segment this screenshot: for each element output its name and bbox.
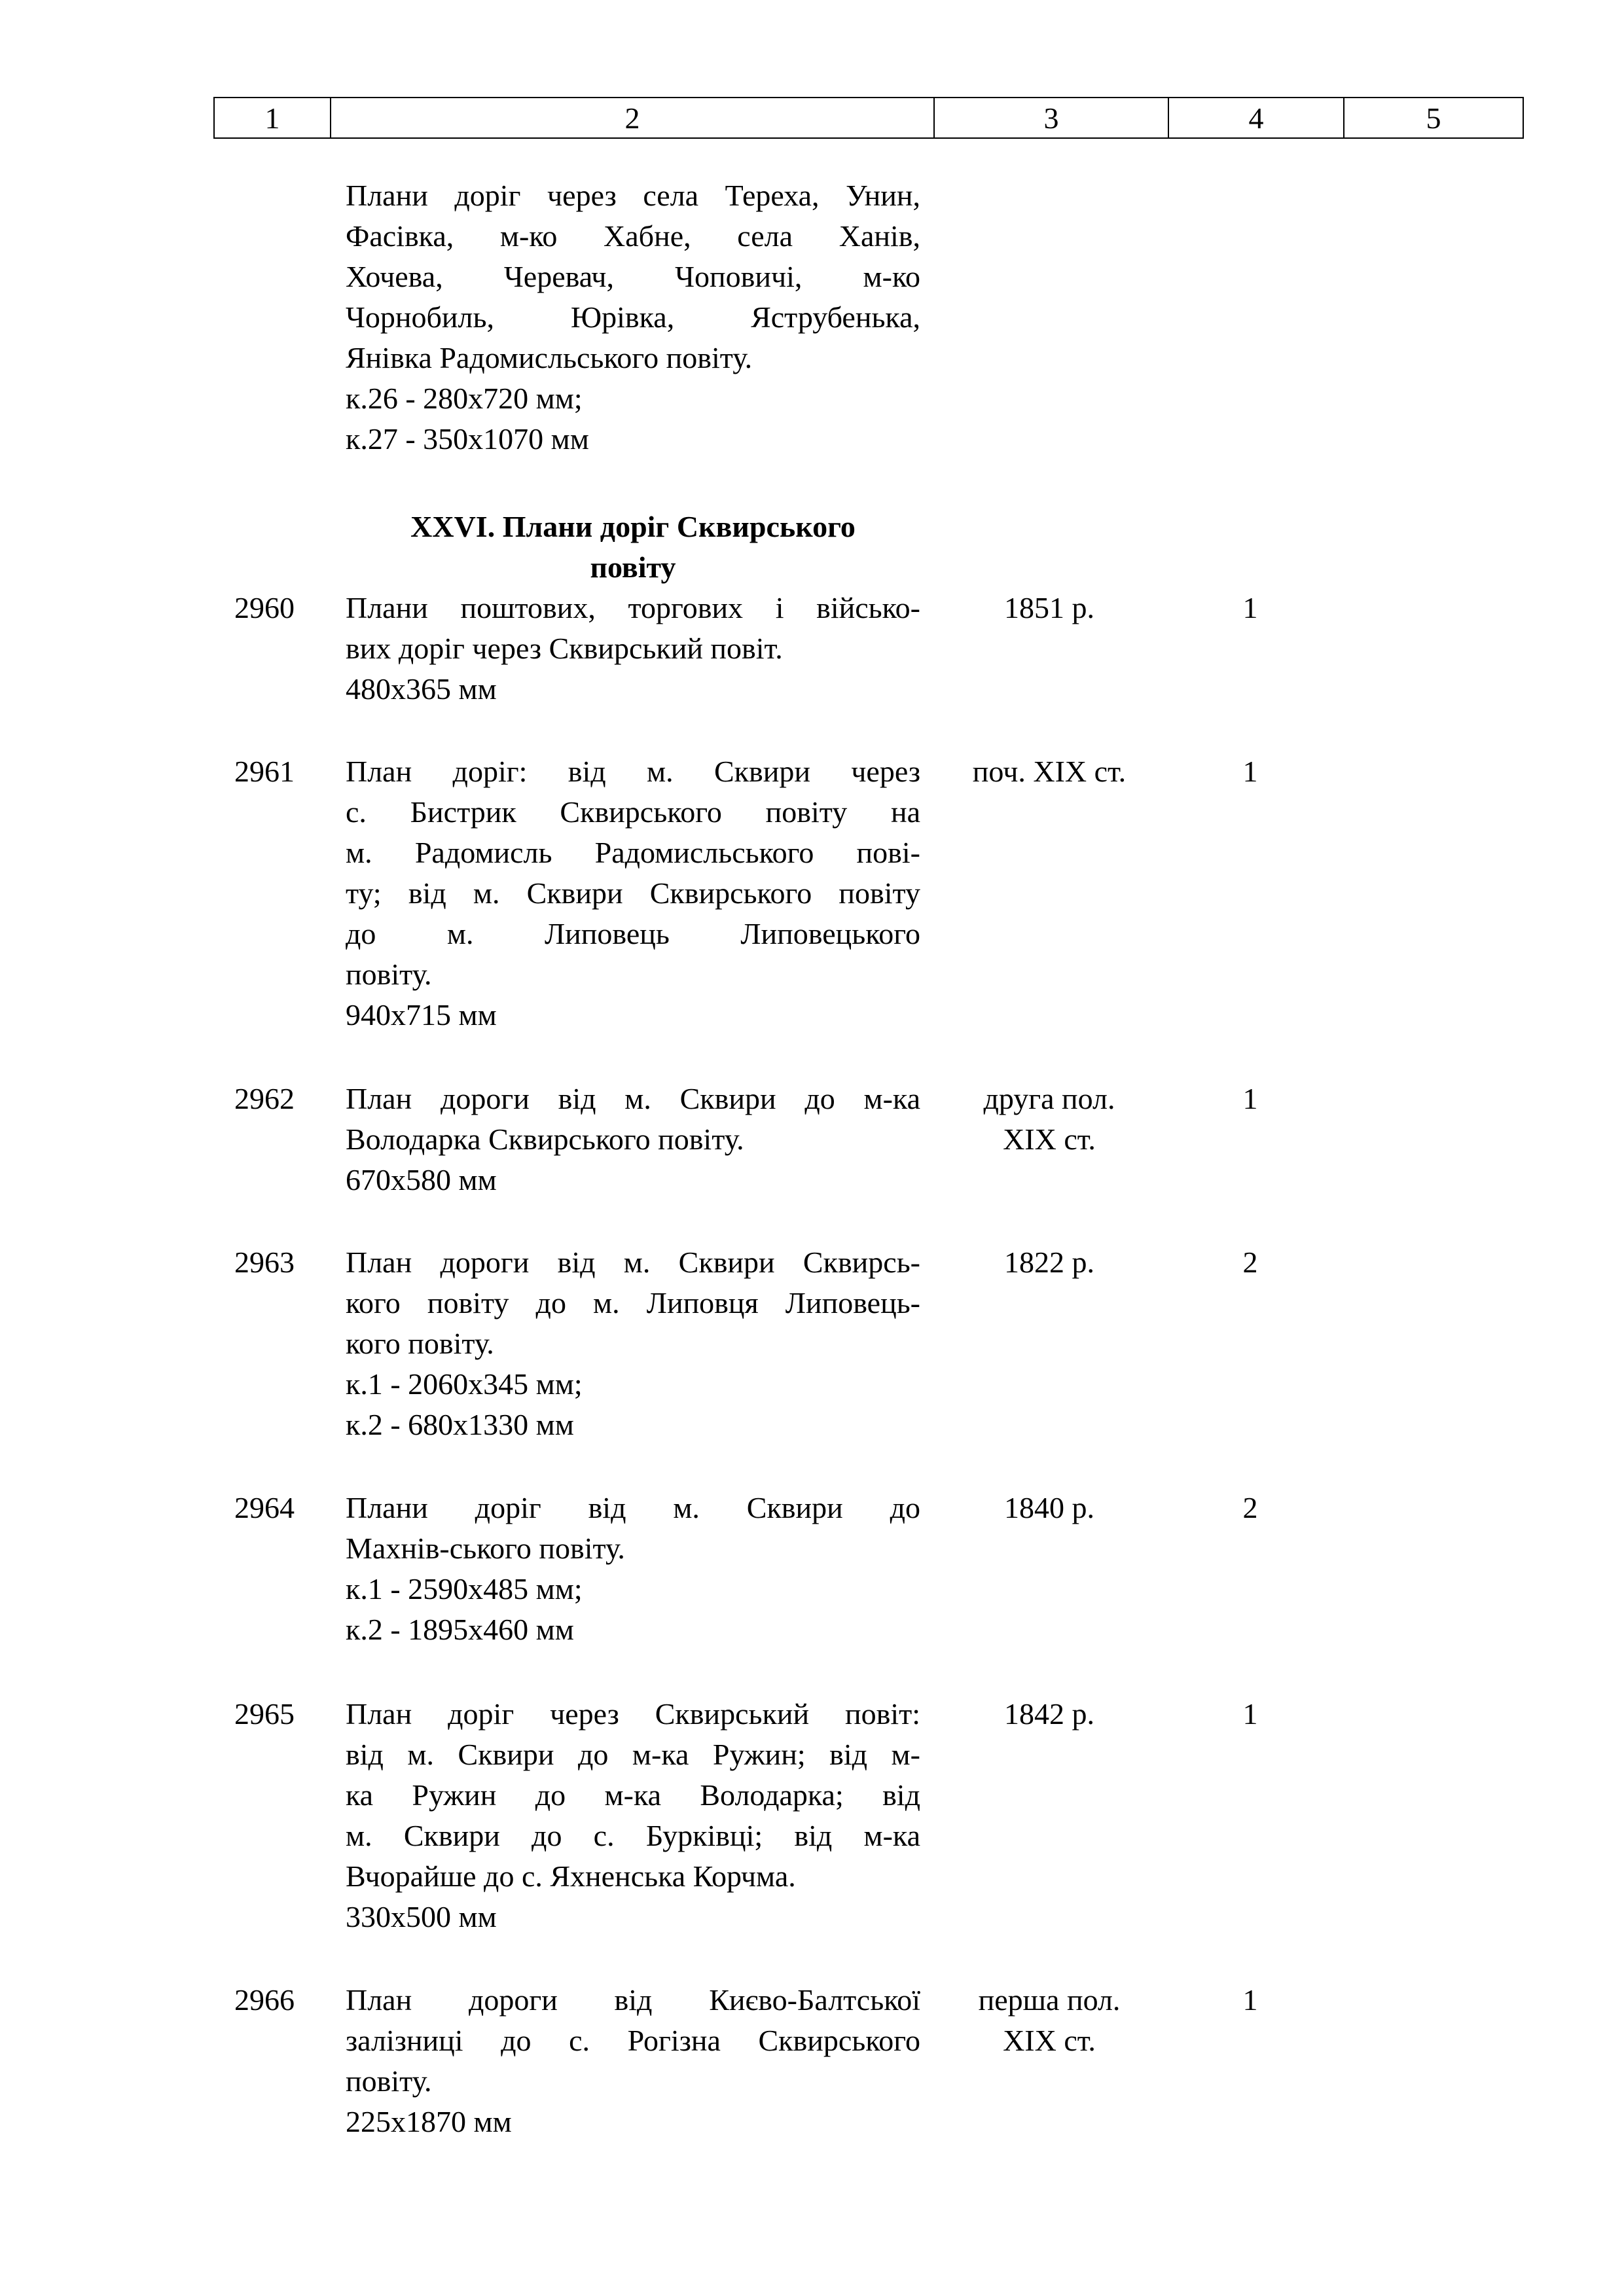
dimensions-line: 330х500 мм (346, 1900, 497, 1933)
date-line: ХІХ ст. (1003, 1122, 1096, 1156)
dimensions-line: 225х1870 мм (346, 2105, 512, 2138)
date-line: ХІХ ст. (1003, 2024, 1096, 2057)
entry-date (935, 751, 1164, 792)
description-line: кого повіту. (346, 1327, 494, 1360)
entry-number: 2963 (234, 1246, 295, 1279)
entry-number: 2961 (234, 755, 295, 788)
column-header-1: 1 (213, 97, 331, 139)
dimensions-line: к.27 - 350х1070 мм (346, 422, 589, 456)
section-heading (346, 507, 920, 588)
dimensions-line: 480х365 мм (346, 672, 497, 706)
entry-description (346, 1079, 920, 1200)
entry-count: 1 (1242, 591, 1258, 624)
description-line: Фасівка, м-ко Хабне, села Ханів, (346, 219, 920, 253)
column-header-4: 4 (1168, 97, 1344, 139)
description-line: ту; від м. Сквири Сквирського повіту (346, 876, 920, 910)
description-line: Плани доріг через села Тереха, Унин, (346, 179, 920, 212)
column-header-5: 5 (1343, 97, 1524, 139)
entry-date (935, 1980, 1164, 2061)
entry-date (935, 1242, 1164, 1283)
dimensions-line: 940х715 мм (346, 998, 497, 1031)
date-line: 1840 р. (1004, 1491, 1094, 1524)
entry-description (346, 1488, 920, 1650)
description-line: залізниці до с. Рогізна Сквирського (346, 2024, 920, 2057)
entry-count: 1 (1242, 1697, 1258, 1731)
dimensions-line: 670х580 мм (346, 1163, 497, 1196)
entry-description (346, 1694, 920, 1937)
entry-date (935, 588, 1164, 628)
dimensions-line: к.26 - 280х720 мм; (346, 382, 583, 415)
description-line: План дороги від м. Сквири до м-ка (346, 1082, 920, 1115)
entry-date (935, 1079, 1164, 1160)
description-line: Янівка Радомисльського повіту. (346, 341, 753, 374)
section-heading-line: повіту (590, 550, 676, 584)
date-line: 1842 р. (1004, 1697, 1094, 1731)
description-line: м. Сквири до с. Бурківці; від м-ка (346, 1819, 920, 1852)
date-line: друга пол. (983, 1082, 1115, 1115)
entry-count: 1 (1242, 1983, 1258, 2017)
section-heading-line: XXVI. Плани доріг Сквирського (410, 510, 856, 543)
description-line: повіту. (346, 958, 432, 991)
description-line: Вчорайше до с. Яхненська Корчма. (346, 1859, 796, 1893)
description-line: до м. Липовець Липовецького (346, 917, 920, 950)
column-header-3: 3 (933, 97, 1169, 139)
column-header-2: 2 (330, 97, 935, 139)
column-header-row (213, 97, 1525, 139)
description-line: Плани доріг від м. Сквири до (346, 1491, 920, 1524)
entry-number: 2962 (234, 1082, 295, 1115)
entry-count: 1 (1242, 755, 1258, 788)
entry-number: 2960 (234, 591, 295, 624)
description-line: вих доріг через Сквирський повіт. (346, 632, 783, 665)
description-line: Плани поштових, торгових і військо- (346, 591, 920, 624)
description-line: Махнів-ського повіту. (346, 1532, 625, 1565)
continuation-description (346, 175, 920, 459)
description-line: ка Ружин до м-ка Володарка; від (346, 1778, 920, 1812)
entry-description (346, 588, 920, 709)
description-line: від м. Сквири до м-ка Ружин; від м- (346, 1738, 920, 1771)
entry-count: 2 (1242, 1246, 1258, 1279)
description-line: План доріг: від м. Сквири через (346, 755, 920, 788)
dimensions-line: к.2 - 680х1330 мм (346, 1408, 574, 1441)
date-line: перша пол. (978, 1983, 1121, 2017)
dimensions-line: к.1 - 2590х485 мм; (346, 1572, 583, 1605)
description-line: Чорнобиль, Юрівка, Яструбенька, (346, 300, 920, 334)
dimensions-line: к.2 - 1895х460 мм (346, 1613, 574, 1646)
description-line: с. Бистрик Сквирського повіту на (346, 795, 920, 829)
description-line: кого повіту до м. Липовця Липовець- (346, 1286, 920, 1319)
entry-count: 2 (1242, 1491, 1258, 1524)
description-line: Хочева, Черевач, Чоповичі, м-ко (346, 260, 920, 293)
entry-date (935, 1488, 1164, 1528)
entry-number: 2966 (234, 1983, 295, 2017)
date-line: поч. ХІХ ст. (972, 755, 1127, 788)
entry-number: 2965 (234, 1697, 295, 1731)
description-line: м. Радомисль Радомисльського пові- (346, 836, 920, 869)
entry-number: 2964 (234, 1491, 295, 1524)
date-line: 1822 р. (1004, 1246, 1094, 1279)
date-line: 1851 р. (1004, 591, 1094, 624)
entry-count: 1 (1242, 1082, 1258, 1115)
dimensions-line: к.1 - 2060х345 мм; (346, 1367, 583, 1401)
description-line: Володарка Сквирського повіту. (346, 1122, 744, 1156)
description-line: План дороги від Києво-Балтської (346, 1983, 920, 2017)
description-line: План доріг через Сквирський повіт: (346, 1697, 920, 1731)
description-line: повіту. (346, 2064, 432, 2098)
entry-date (935, 1694, 1164, 1734)
entry-description (346, 1242, 920, 1445)
entry-description (346, 751, 920, 1035)
entry-description (346, 1980, 920, 2142)
description-line: План дороги від м. Сквири Сквирсь- (346, 1246, 920, 1279)
